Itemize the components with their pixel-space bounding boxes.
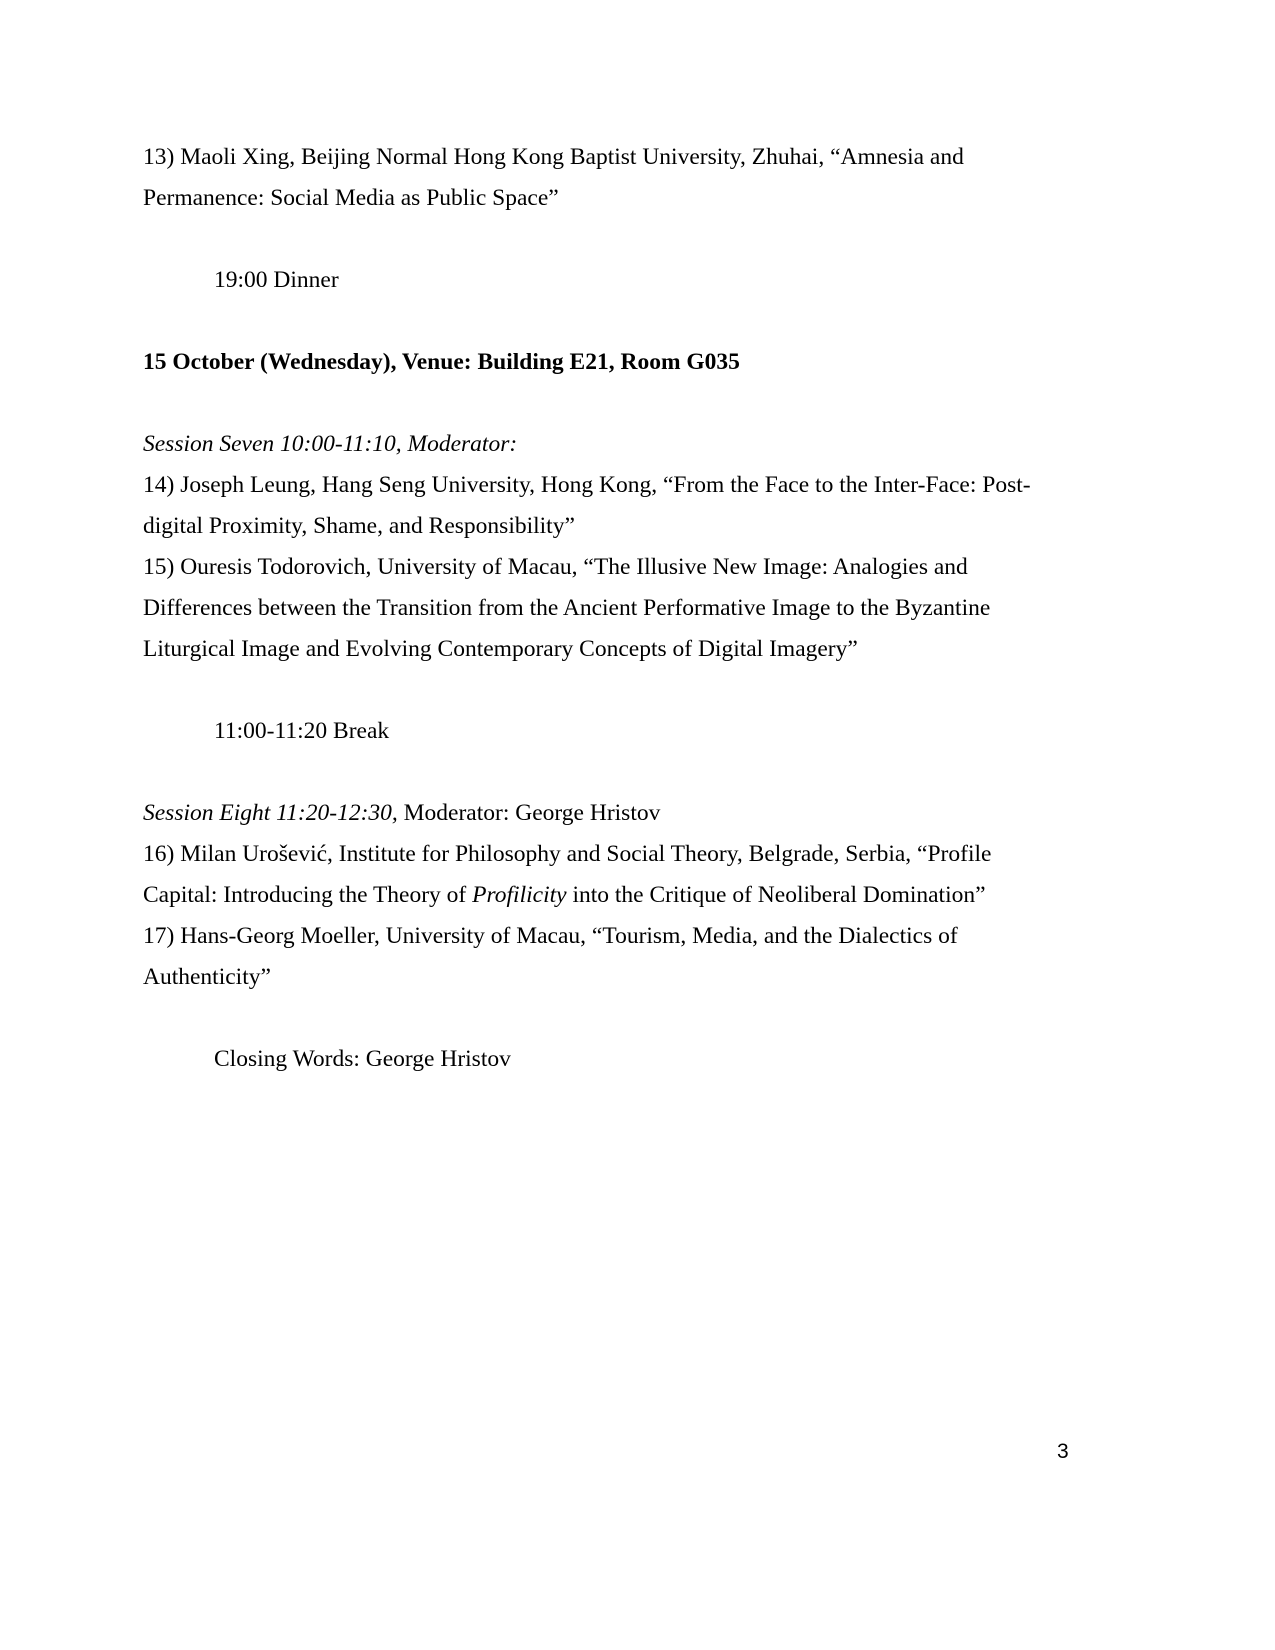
closing-words: Closing Words: George Hristov (214, 1046, 511, 1072)
paper-16-italic: Profilicity (472, 882, 567, 908)
paper-16-text-b: into the Critique of Neoliberal Domination” (566, 882, 986, 908)
session-seven-label: Session Seven 10:00-11:10, Moderator: (143, 431, 518, 457)
page-number: 3 (1057, 1440, 1069, 1463)
paper-13: 13) Maoli Xing, Beijing Normal Hong Kong Baptist University, Zhuhai, “Amnesia and Permanence: Social Media as Public Space” (143, 144, 964, 211)
paper-17: 17) Hans-Georg Moeller, University of Macau, “Tourism, Media, and the Dialectics of Authenticity” (143, 923, 958, 990)
session-eight-heading (143, 793, 1048, 834)
day-heading: 15 October (Wednesday), Venue: Building E21, Room G035 (143, 349, 740, 375)
session-eight-moderator: Moderator: George Hristov (397, 800, 661, 826)
paper-16 (143, 834, 1048, 916)
document-body (143, 137, 1048, 1080)
dinner-break: 19:00 Dinner (214, 267, 339, 293)
paper-15: 15) Ouresis Todorovich, University of Macau, “The Illusive New Image: Analogies and Differences between the Transition from the Ancient Performative Image to the Byzantine Liturgical Image and Evolving Contemporary Concepts of Digital Imagery” (143, 554, 991, 662)
session-eight-label: Session Eight 11:20-12:30, (143, 800, 398, 826)
session-seven-heading (143, 424, 1048, 465)
paper-14: 14) Joseph Leung, Hang Seng University, Hong Kong, “From the Face to the Inter-Face: Post-digital Proximity, Shame, and Responsibility” (143, 472, 1031, 539)
paper-16-text-a: 16) Milan Urošević, Institute for Philosophy and Social Theory, Belgrade, Serbia, “Profile Capital: Introducing the Theory of (143, 841, 992, 908)
coffee-break: 11:00-11:20 Break (214, 718, 390, 744)
